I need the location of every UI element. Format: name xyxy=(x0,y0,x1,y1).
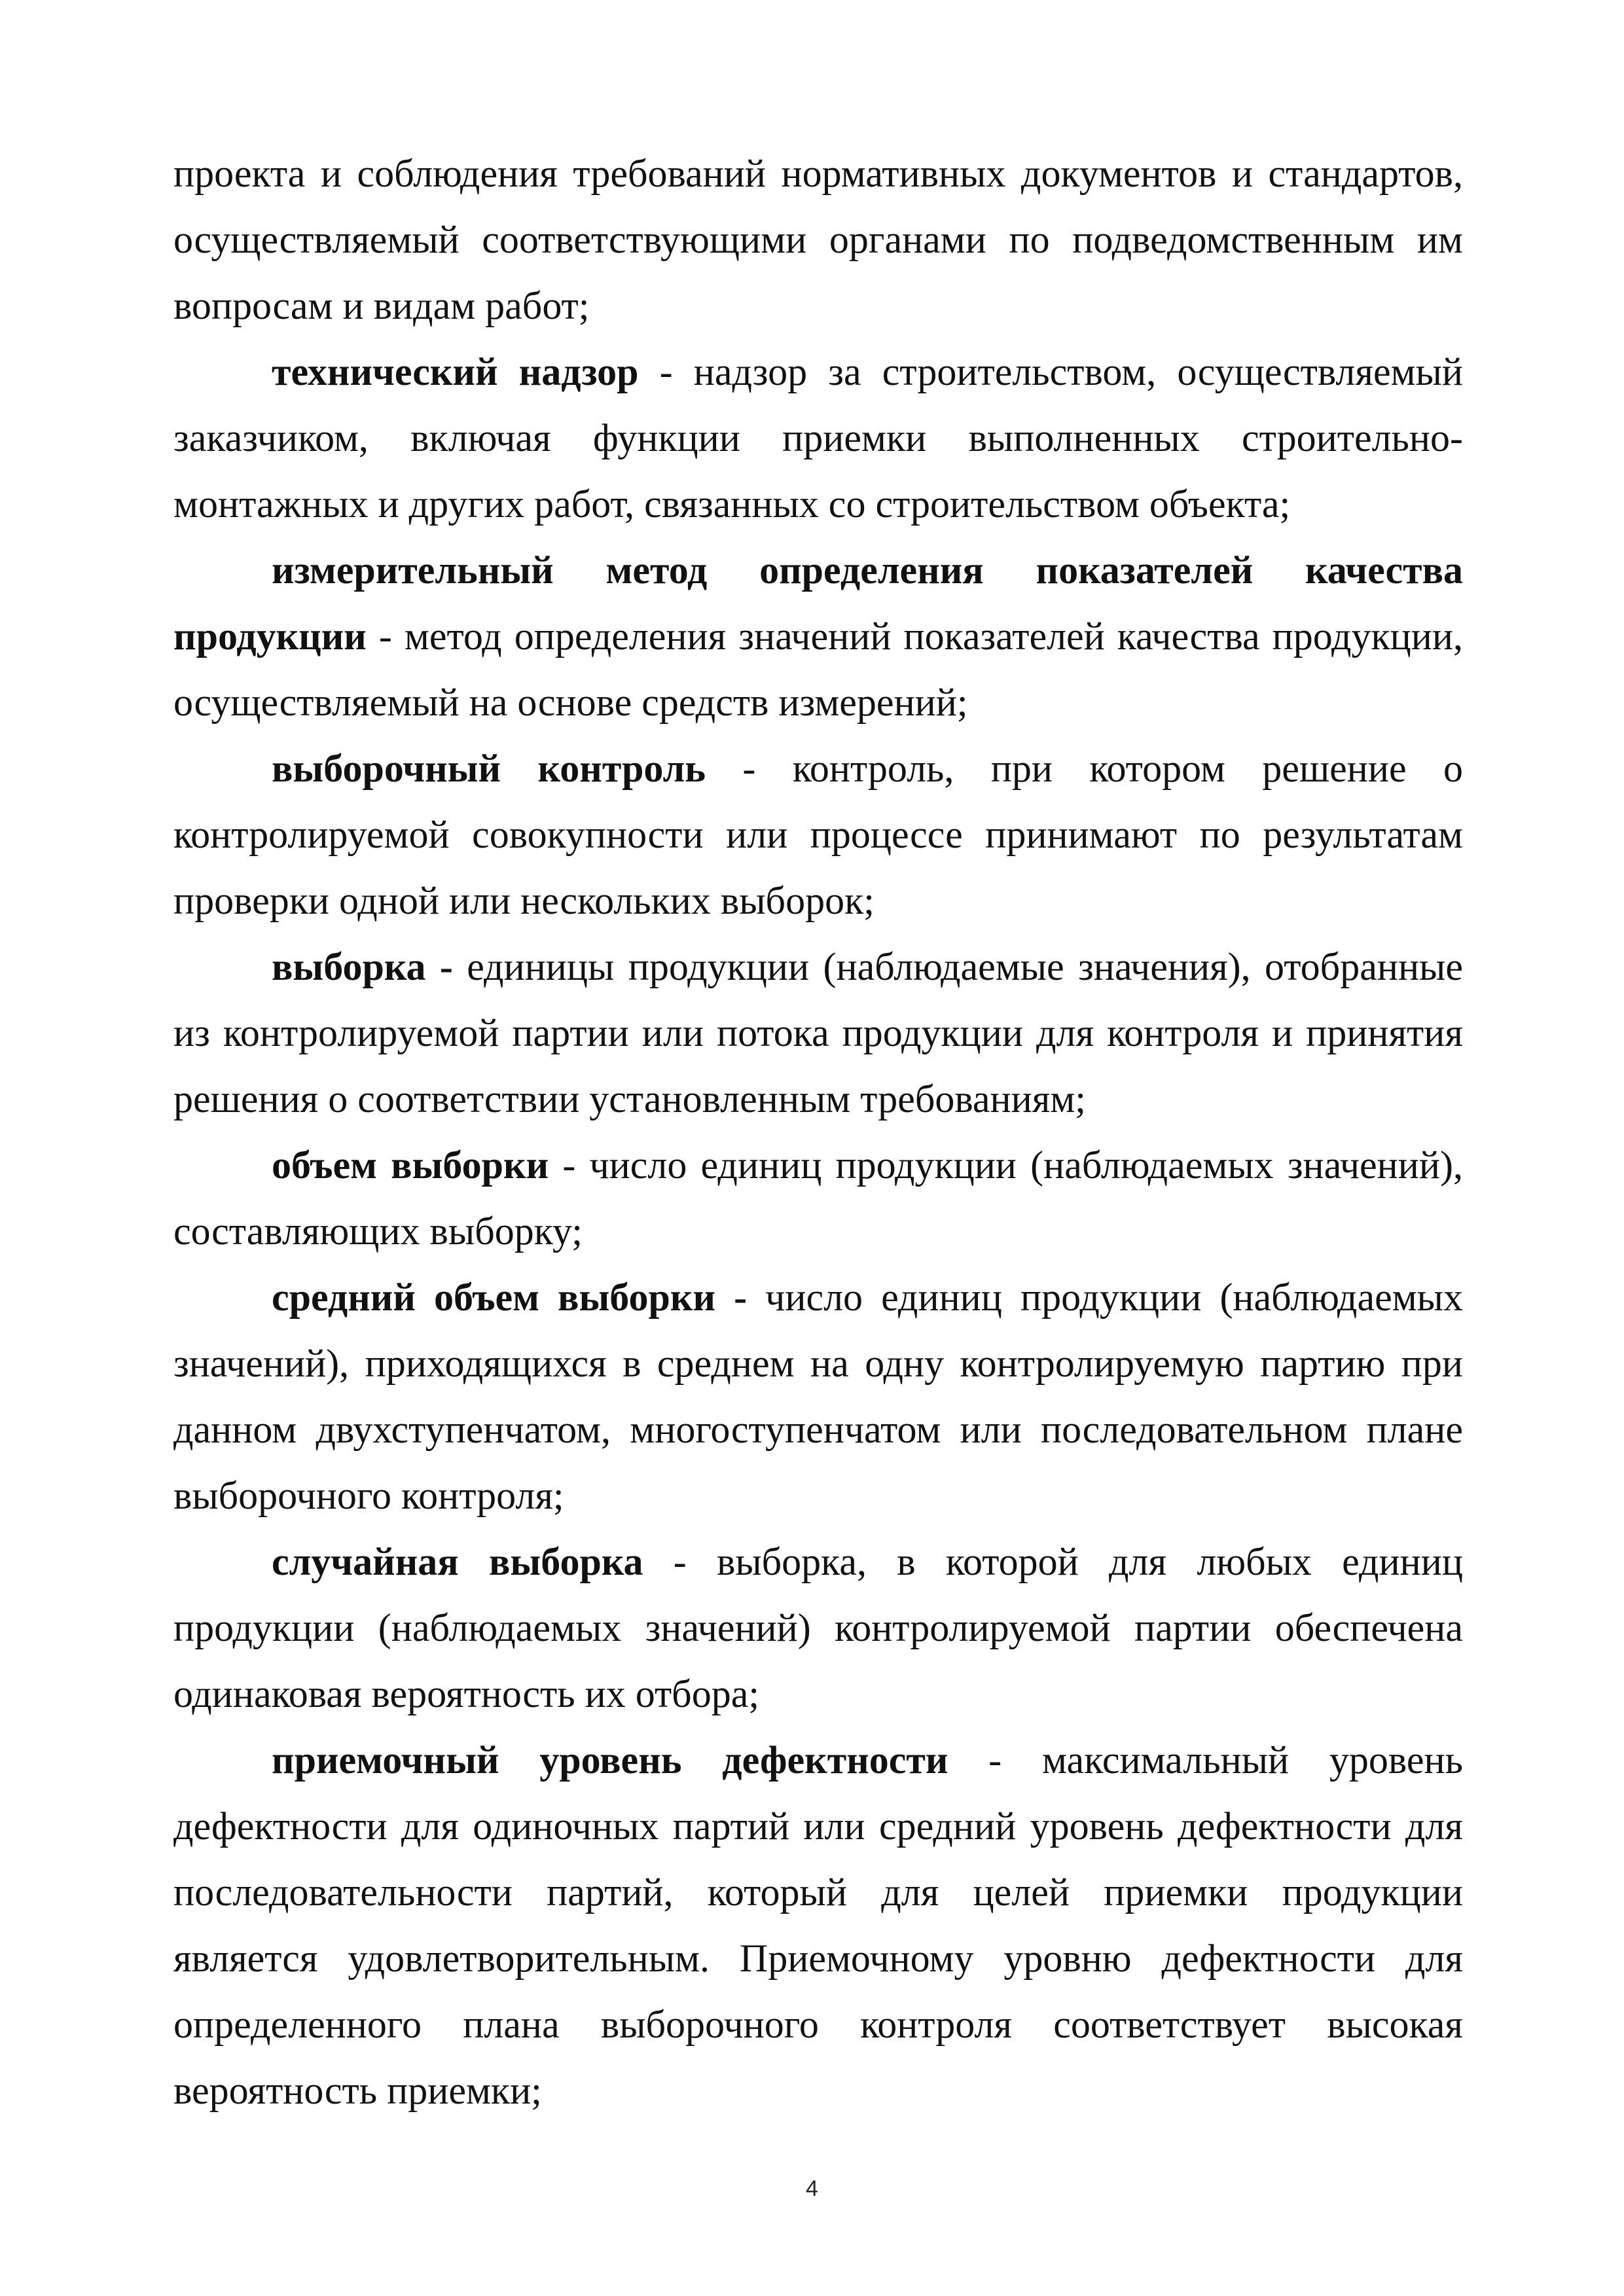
definition-paragraph xyxy=(173,1132,1463,1265)
definition-paragraph xyxy=(173,339,1463,537)
definition-term: измерительный метод определения показателей качества продукции xyxy=(173,548,1463,658)
definition-text: число единиц продукции (наблюдаемых значений), приходящихся в среднем на одну контролируемую партию при данном двухступенчатом, многоступенчатом или последовательном плане выборочного контроля; xyxy=(173,1276,1463,1517)
definition-text: - максимальный уровень дефектности для одиночных партий или средний уровень дефектности для последовательности партий, который для целей приемки продукции является удовлетворительным. Приемочному уровню дефектности для определенного плана выборочного контроля соответствует высокая вероятность приемки; xyxy=(173,1738,1464,2112)
page-number: 4 xyxy=(806,2176,818,2201)
document-page xyxy=(173,141,1463,2124)
definition-term: случайная выборка xyxy=(272,1540,643,1583)
definition-text: единицы продукции (наблюдаемые значения), отобранные из контролируемой партии или потока продукции для контроля и принятия решения о соответствии установленным требованиям; xyxy=(173,945,1463,1121)
definition-term: объем выборки xyxy=(272,1143,549,1187)
definition-text: - надзор за строительством, осуществляемый заказчиком, включая функции приемки выполненных строительно-монтажных и других работ, связанных со строительством объекта; xyxy=(173,350,1463,526)
definition-paragraph xyxy=(173,1529,1463,1727)
definition-paragraph xyxy=(173,537,1463,736)
continuation-paragraph: проекта и соблюдения требований нормативных документов и стандартов, осуществляемый соответствующими органами по подведомственным им вопросам и видам работ; xyxy=(173,152,1463,327)
definition-text: - число единиц продукции (наблюдаемых значений), составляющих выборку; xyxy=(173,1143,1463,1253)
definition-term: технический надзор xyxy=(272,350,639,393)
definition-paragraph xyxy=(173,736,1463,934)
definition-text: - контроль, при котором решение о контролируемой совокупности или процессе принимают по результатам проверки одной или нескольких выборок; xyxy=(173,747,1463,922)
definition-paragraph xyxy=(173,934,1463,1132)
definition-text: - метод определения значений показателей качества продукции, осуществляемый на основе средств измерений; xyxy=(173,615,1463,724)
definition-term: выборочный контроль xyxy=(272,747,706,790)
definition-term: приемочный уровень дефектности xyxy=(272,1738,948,1782)
definition-text: - выборка, в которой для любых единиц продукции (наблюдаемых значений) контролируемой партии обеспечена одинаковая вероятность их отбора; xyxy=(173,1540,1463,1715)
definition-paragraph xyxy=(173,1265,1463,1529)
definition-term: выборка - xyxy=(272,945,453,988)
definition-term: средний объем выборки - xyxy=(272,1276,748,1319)
definition-paragraph xyxy=(173,1727,1463,2124)
